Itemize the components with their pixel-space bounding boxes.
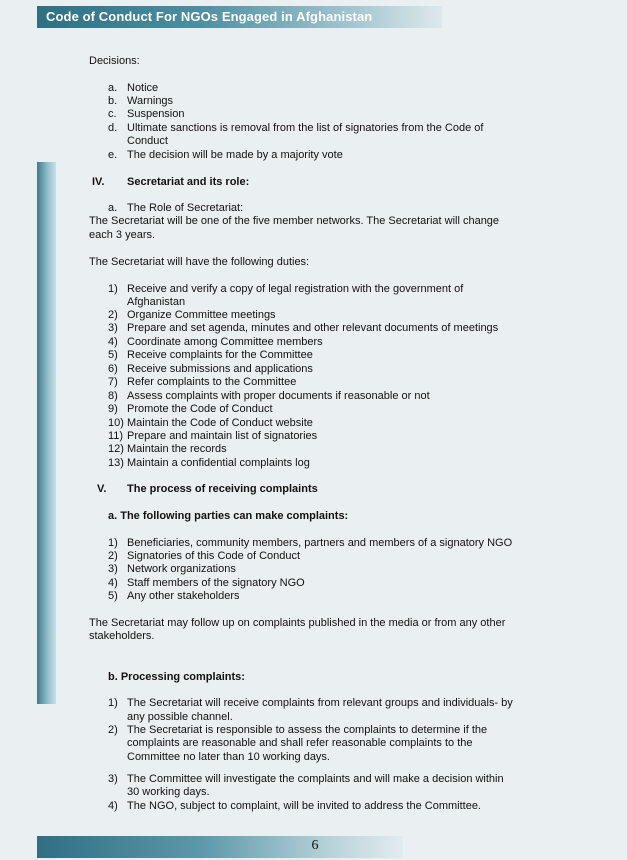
paragraph-line: The Secretariat will be one of the five member networks. The Secretariat will change: [89, 215, 500, 227]
duty-marker: 9): [108, 403, 118, 415]
duty-marker: 3): [108, 322, 118, 334]
party-item: Any other stakeholders: [127, 590, 240, 602]
decisions-title: Decisions:: [89, 55, 140, 67]
duty-item: Promote the Code of Conduct: [127, 403, 273, 415]
decision-marker: e.: [108, 149, 118, 161]
duty-item: Refer complaints to the Committee: [127, 376, 297, 388]
processing-item-cont: 30 working days.: [127, 786, 210, 798]
processing-marker: 2): [108, 724, 118, 736]
page-number: 6: [311, 838, 319, 853]
sub-heading: b. Processing complaints:: [108, 671, 245, 683]
processing-marker: 3): [108, 773, 118, 785]
duty-item: Receive submissions and applications: [127, 363, 313, 375]
party-marker: 2): [108, 550, 118, 562]
decision-marker: c.: [108, 108, 117, 120]
sub-marker: a.: [108, 202, 118, 214]
duty-marker: 7): [108, 376, 118, 388]
duty-item: Prepare and set agenda, minutes and other relevant documents of meetings: [127, 322, 499, 334]
processing-item: The NGO, subject to complaint, will be invited to address the Committee.: [127, 800, 481, 812]
party-marker: 4): [108, 577, 118, 589]
processing-item: The Secretariat will receive complaints from relevant groups and individuals- by: [127, 697, 513, 709]
duty-marker: 1): [108, 283, 118, 295]
sub-heading: a. The following parties can make complaints:: [108, 510, 349, 522]
decision-item: The decision will be made by a majority vote: [127, 149, 343, 161]
decorative-side-bar: [37, 162, 56, 704]
party-item: Beneficiaries, community members, partners and members of a signatory NGO: [127, 537, 513, 549]
party-item: Network organizations: [127, 563, 236, 575]
duty-item: Prepare and maintain list of signatories: [127, 430, 318, 442]
processing-item-cont: any possible channel.: [127, 711, 233, 723]
duty-marker: 4): [108, 336, 118, 348]
party-item: Staff members of the signatory NGO: [127, 577, 305, 589]
duty-marker: 8): [108, 390, 118, 402]
processing-item-cont: complaints are reasonable and shall refer reasonable complaints to the: [127, 737, 473, 749]
section-heading: The process of receiving complaints: [127, 483, 318, 495]
footer-bar: [37, 836, 403, 858]
duty-marker: 10): [108, 417, 124, 429]
duty-item: Maintain the Code of Conduct website: [127, 417, 313, 429]
party-marker: 5): [108, 590, 118, 602]
duty-item: Maintain a confidential complaints log: [127, 457, 310, 469]
sub-heading: The Role of Secretariat:: [127, 202, 244, 214]
decision-marker: a.: [108, 82, 118, 94]
section-number: IV.: [92, 176, 105, 188]
section-number: V.: [97, 483, 107, 495]
header-title: Code of Conduct For NGOs Engaged in Afghanistan: [46, 9, 373, 24]
processing-item-cont: Committee no later than 10 working days.: [127, 751, 330, 763]
duty-item: Assess complaints with proper documents if reasonable or not: [127, 390, 430, 402]
decision-marker: d.: [108, 122, 118, 134]
duty-marker: 13): [108, 457, 124, 469]
duty-marker: 11): [108, 430, 124, 442]
duty-marker: 5): [108, 349, 118, 361]
decision-item: Warnings: [127, 95, 174, 107]
processing-item: The Secretariat is responsible to assess the complaints to determine if the: [127, 724, 488, 736]
duties-intro: The Secretariat will have the following duties:: [89, 256, 310, 268]
section-heading: Secretariat and its role:: [127, 176, 250, 188]
processing-marker: 4): [108, 800, 118, 812]
decision-item-cont: Conduct: [127, 135, 168, 147]
decision-item: Suspension: [127, 108, 185, 120]
duty-item: Receive complaints for the Committee: [127, 349, 313, 361]
processing-marker: 1): [108, 697, 118, 709]
paragraph-line: The Secretariat may follow up on complaints published in the media or from any other: [89, 617, 506, 629]
decision-item: Notice: [127, 82, 159, 94]
party-marker: 3): [108, 563, 118, 575]
decision-marker: b.: [108, 95, 118, 107]
duty-item: Receive and verify a copy of legal registration with the government of: [127, 283, 464, 295]
duty-marker: 6): [108, 363, 118, 375]
processing-item: The Committee will investigate the complaints and will make a decision within: [127, 773, 504, 785]
party-marker: 1): [108, 537, 118, 549]
duty-item: Coordinate among Committee members: [127, 336, 323, 348]
duty-marker: 12): [108, 443, 124, 455]
duty-item: Organize Committee meetings: [127, 309, 276, 321]
paragraph-line: stakeholders.: [89, 630, 155, 642]
party-item: Signatories of this Code of Conduct: [127, 550, 301, 562]
duty-item: Maintain the records: [127, 443, 227, 455]
decision-item: Ultimate sanctions is removal from the list of signatories from the Code of: [127, 122, 484, 134]
paragraph-line: each 3 years.: [89, 229, 156, 241]
duty-marker: 2): [108, 309, 118, 321]
duty-item-cont: Afghanistan: [127, 296, 186, 308]
